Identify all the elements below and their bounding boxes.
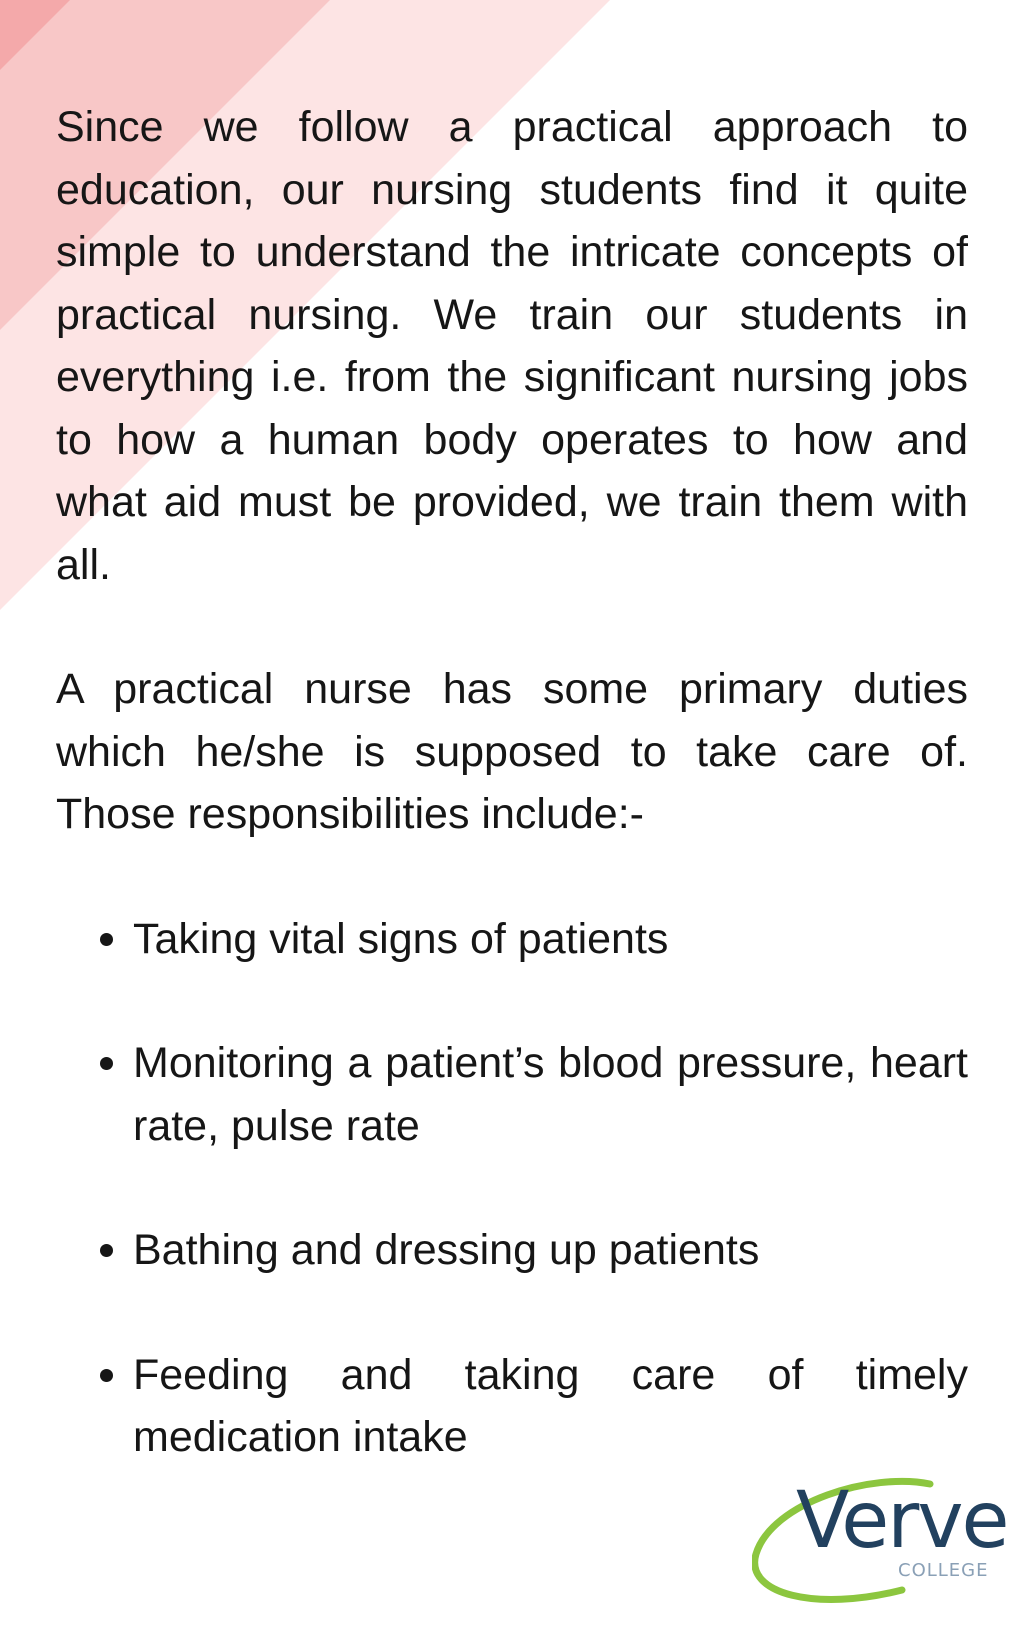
bullet-icon	[100, 1369, 113, 1382]
duties-list	[56, 908, 968, 1469]
main-content	[56, 96, 968, 1469]
list-item	[56, 1219, 968, 1282]
list-item	[56, 1032, 968, 1157]
list-item-text: Taking vital signs of patients	[133, 914, 669, 963]
intro-paragraph: Since we follow a practical approach to education, our nursing students find it quite simple to understand the intricate concepts of practical nursing. We train our students in everything i.e. from the significant nursing jobs to how a human body operates to how and what aid must be provided, we train them with all.	[56, 103, 968, 589]
logo-subtitle: COLLEGE	[898, 1560, 989, 1581]
bullet-icon	[100, 1244, 113, 1257]
list-item	[56, 908, 968, 971]
list-item-text: Monitoring a patient’s blood pressure, heart rate, pulse rate	[133, 1039, 968, 1150]
bullet-icon	[100, 933, 113, 946]
list-item-text: Feeding and taking care of timely medication intake	[133, 1350, 968, 1461]
verve-college-logo	[752, 1468, 1008, 1608]
duties-intro-paragraph: A practical nurse has some primary duties which he/she is supposed to take care of. Those responsibilities include:-	[56, 665, 968, 838]
bullet-icon	[100, 1057, 113, 1070]
logo-wordmark: Verve	[796, 1476, 1008, 1566]
list-item-text: Bathing and dressing up patients	[133, 1226, 760, 1274]
list-item	[56, 1344, 968, 1469]
